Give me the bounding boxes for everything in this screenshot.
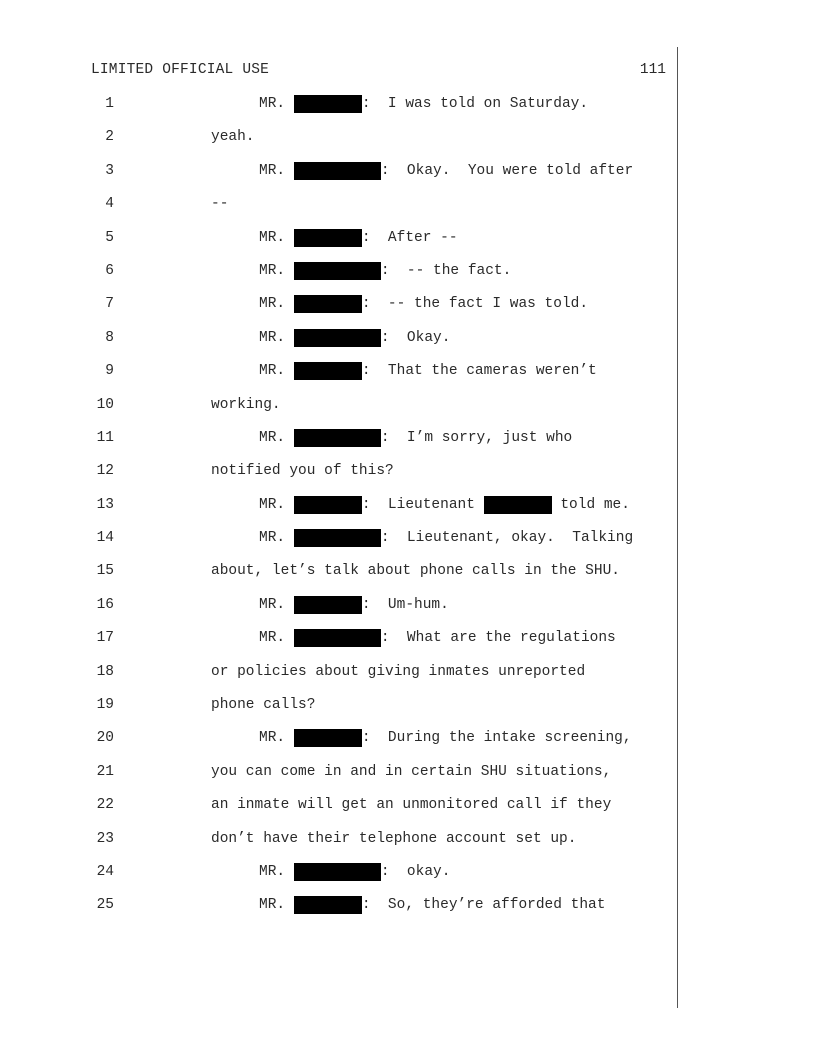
line-number: 3 <box>105 162 114 179</box>
line-number: 8 <box>105 329 114 346</box>
transcript-line <box>0 830 816 863</box>
speaker-title: MR. <box>259 730 294 747</box>
transcript-line <box>0 629 816 662</box>
transcript-line <box>0 462 816 495</box>
line-number: 2 <box>105 129 114 146</box>
transcript-line <box>0 529 816 562</box>
line-number: 13 <box>96 496 114 513</box>
line-number: 18 <box>96 663 114 680</box>
spoken-text: : -- the fact. <box>380 262 512 279</box>
spoken-text: : What are the regulations <box>380 630 616 647</box>
speaker-line-text <box>259 896 605 914</box>
speaker-title: MR. <box>259 596 294 613</box>
redaction-box <box>294 496 362 514</box>
speaker-line-text <box>259 596 449 614</box>
redaction-box <box>294 229 362 247</box>
redaction-box <box>294 529 381 547</box>
line-number: 11 <box>96 429 114 446</box>
redaction-box <box>294 896 362 914</box>
transcript-line <box>0 729 816 762</box>
continuation-line-text: don’t have their telephone account set up. <box>211 830 577 847</box>
redaction-box <box>294 162 381 180</box>
speaker-title: MR. <box>259 897 294 914</box>
continuation-line-text: about, let’s talk about phone calls in the SHU. <box>211 563 620 580</box>
speaker-title: MR. <box>259 429 294 446</box>
spoken-text: : After -- <box>361 229 458 246</box>
redaction-box <box>294 729 362 747</box>
line-number: 1 <box>105 96 114 112</box>
continuation-line-text: -- <box>211 196 229 213</box>
speaker-title: MR. <box>259 496 294 513</box>
spoken-text: : okay. <box>380 863 451 880</box>
speaker-title: MR. <box>259 296 294 313</box>
line-number: 10 <box>96 396 114 413</box>
continuation-line-text: you can come in and in certain SHU situations, <box>211 763 612 780</box>
spoken-text: : Lieutenant <box>361 496 484 513</box>
continuation-line-text: working. <box>211 396 281 413</box>
transcript-line <box>0 329 816 362</box>
continuation-line-text: notified you of this? <box>211 463 394 480</box>
spoken-text: : So, they’re afforded that <box>361 897 606 914</box>
continuation-line-text: or policies about giving inmates unreported <box>211 663 586 680</box>
spoken-text: : Um-hum. <box>361 596 449 613</box>
line-number: 25 <box>96 897 114 914</box>
transcript-line <box>0 596 816 629</box>
speaker-line-text <box>259 295 588 313</box>
redaction-box <box>294 863 381 881</box>
speaker-title: MR. <box>259 329 294 346</box>
redaction-box <box>294 596 362 614</box>
speaker-title: MR. <box>259 863 294 880</box>
line-number: 14 <box>96 530 114 547</box>
line-number: 15 <box>96 563 114 580</box>
speaker-line-text <box>259 262 511 280</box>
speaker-title: MR. <box>259 530 294 547</box>
transcript-line <box>0 496 816 529</box>
transcript-line <box>0 429 816 462</box>
transcript-line <box>0 796 816 829</box>
transcript-line <box>0 162 816 195</box>
transcript-line <box>0 128 816 161</box>
speaker-title: MR. <box>259 96 294 112</box>
redaction-box <box>294 95 362 113</box>
line-number: 20 <box>96 730 114 747</box>
transcript-line <box>0 362 816 395</box>
spoken-text: : Okay. You were told after <box>380 162 634 179</box>
transcript-line <box>0 896 816 929</box>
line-number: 5 <box>105 229 114 246</box>
speaker-title: MR. <box>259 162 294 179</box>
redaction-box <box>294 429 381 447</box>
transcript-line <box>0 262 816 295</box>
classification-header: LIMITED OFFICIAL USE <box>91 62 270 78</box>
speaker-title: MR. <box>259 630 294 647</box>
speaker-title: MR. <box>259 229 294 246</box>
line-number: 7 <box>105 296 114 313</box>
speaker-line-text <box>259 229 458 247</box>
transcript-line <box>0 562 816 595</box>
redaction-box <box>294 329 381 347</box>
page-number: 111 <box>639 62 666 78</box>
line-number: 4 <box>105 196 114 213</box>
transcript-line <box>0 763 816 796</box>
redaction-box <box>294 295 362 313</box>
transcript-line <box>0 696 816 729</box>
redaction-box <box>294 629 381 647</box>
speaker-line-text <box>259 729 632 747</box>
redaction-box <box>484 496 552 514</box>
transcript-line <box>0 195 816 228</box>
spoken-text: : -- the fact I was told. <box>361 296 589 313</box>
spoken-text: : I was told on Saturday. <box>361 96 589 112</box>
speaker-title: MR. <box>259 262 294 279</box>
line-number: 24 <box>96 863 114 880</box>
continuation-line-text: phone calls? <box>211 697 316 714</box>
line-number: 6 <box>105 262 114 279</box>
transcript-line <box>0 295 816 328</box>
speaker-title: MR. <box>259 363 294 380</box>
transcript-lines <box>0 95 816 930</box>
speaker-line-text <box>259 496 630 514</box>
spoken-text: : I’m sorry, just who <box>380 429 573 446</box>
speaker-line-text <box>259 429 572 447</box>
line-number: 16 <box>96 596 114 613</box>
speaker-line-text <box>259 95 588 113</box>
redaction-box <box>294 362 362 380</box>
continuation-line-text: an inmate will get an unmonitored call if they <box>211 797 612 814</box>
transcript-line <box>0 663 816 696</box>
spoken-text: : Lieutenant, okay. Talking <box>380 530 634 547</box>
line-number: 21 <box>96 763 114 780</box>
transcript-line <box>0 95 816 128</box>
speaker-line-text <box>259 362 597 380</box>
speaker-line-text <box>259 629 616 647</box>
speaker-line-text <box>259 162 633 180</box>
redaction-box <box>294 262 381 280</box>
transcript-line <box>0 863 816 896</box>
spoken-text: told me. <box>551 496 630 513</box>
transcript-line <box>0 229 816 262</box>
spoken-text: : That the cameras weren’t <box>361 363 597 380</box>
spoken-text: : During the intake screening, <box>361 730 632 747</box>
line-number: 17 <box>96 630 114 647</box>
line-number: 9 <box>105 363 114 380</box>
speaker-line-text <box>259 329 450 347</box>
line-number: 19 <box>96 697 114 714</box>
spoken-text: : Okay. <box>380 329 451 346</box>
continuation-line-text: yeah. <box>211 129 255 146</box>
speaker-line-text <box>259 529 633 547</box>
line-number: 23 <box>96 830 114 847</box>
line-number: 12 <box>96 463 114 480</box>
transcript-line <box>0 396 816 429</box>
speaker-line-text <box>259 863 450 881</box>
line-number: 22 <box>96 797 114 814</box>
